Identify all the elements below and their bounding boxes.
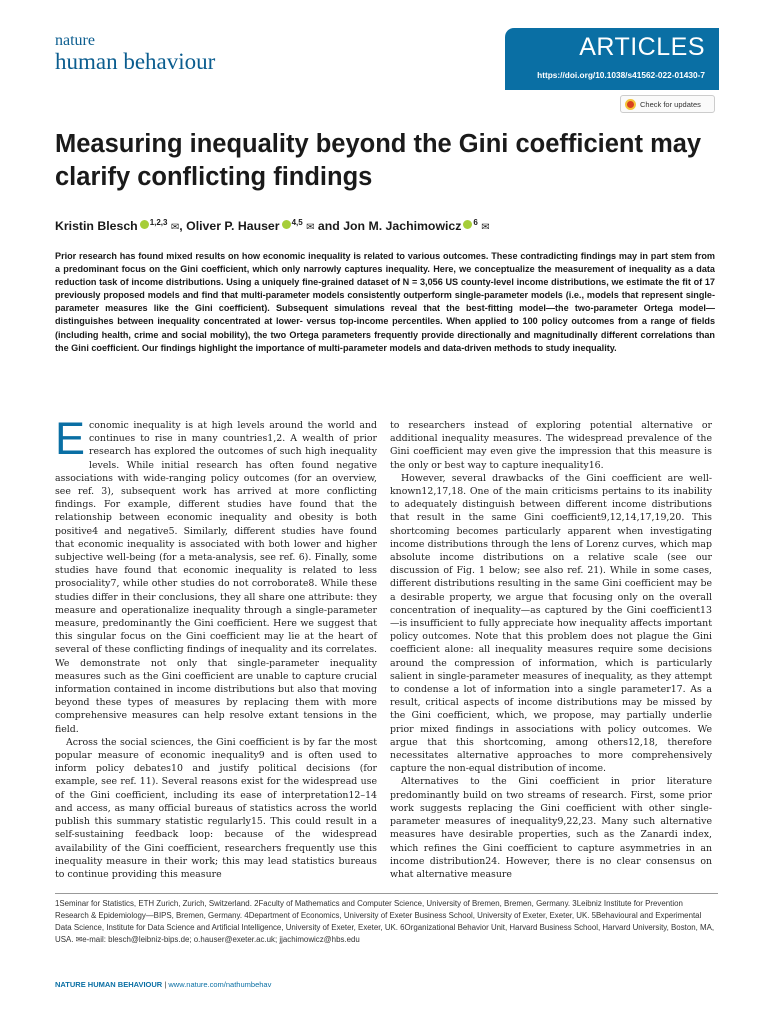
envelope-icon[interactable]: ✉ <box>306 222 315 233</box>
author-affiliation: 4,5 <box>291 218 303 227</box>
orcid-icon[interactable] <box>463 220 472 229</box>
journal-logo-line2: human behaviour <box>55 49 216 74</box>
page-footer: NATURE HUMAN BEHAVIOUR | www.nature.com/nathumbehav <box>55 980 272 989</box>
author-affiliation: 6 <box>473 218 478 227</box>
author-name[interactable]: Jon M. Jachimowicz <box>343 219 462 233</box>
check-for-updates-button[interactable] <box>620 95 715 113</box>
article-type-label: ARTICLES <box>579 33 705 61</box>
author-list: Kristin Blesch $^{1,2,3}$ ✉, Oliver P. Hauser $^{4,5}$ ✉ and Jon M. Jachimowicz $^6$ ✉ <box>55 218 490 233</box>
article-title: Measuring inequality beyond the Gini coefficient may clarify conflicting findings <box>55 130 702 191</box>
doi-link[interactable]: https://doi.org/10.1038/s41562-022-01430-7 <box>537 70 705 80</box>
journal-logo <box>55 33 215 74</box>
body-paragraph: Across the social sciences, the Gini coefficient is by far the most popular measure of economic inequality9 and is often used to inform policy debates10 and justify political decisions (for example, see ref. 11). Several reasons exist for the widespread use of the Gini coefficient, including its ease of interpretation12–14 and access, as many official bureaus of statistics across the world publish this summary statistic regularly15. This could result in a self-sustaining feedback loop: because of the widespread availability of the Gini coefficient, researchers frequently use this inequality measure in their work; this may lead statistics bureaus to continue providing this measure <box>55 736 377 880</box>
author-name[interactable]: Oliver P. Hauser <box>186 219 280 233</box>
journal-logo-line1: nature <box>55 32 95 49</box>
body-paragraph: to researchers instead of exploring potential alternative or additional inequality measures. The widespread prevalence of the Gini coefficient may even give the impression that this measure is the only or best way to capture inequality16. <box>390 420 712 471</box>
body-paragraph: However, several drawbacks of the Gini coefficient are well-known12,17,18. One of the main criticisms pertains to its inability to adequately distinguish between different income distributions that result in the same Gini coefficient9,12,14,17,19,20. This shortcoming becomes particularly apparent when investigating income distributions through the lens of Lorenz curves, which map absolute income distributions on a relative scale (see our discussion of Fig. 1 below; see also ref. 21). While in some cases, different distributions resulting in the same Gini coefficient may be a desirable property, we argue that focusing only on the overall concentration of inequality—as captured by the Gini coefficient13—is insufficient to fully appreciate how inequality affects important policy outcomes. Note that this problem does not plague the Gini coefficient alone: all inequality measures require some decisions around the compression of information, which is particularly salient in single-parameter measures of inequality, as they attempt to condense a lot of information into a single parameter17. As a result, critical aspects of income distributions may be missed by the Gini coefficient, which, we propose, may partially underlie prior mixed findings in associations with policy outcomes. We argue that this shortcoming, among others12,18, therefore necessitates alternative approaches to more comprehensively capture the non-equal distribution of income. <box>390 472 712 775</box>
footer-journal: NATURE HUMAN BEHAVIOUR <box>55 980 163 989</box>
footer-url[interactable]: www.nature.com/nathumbehav <box>168 980 272 989</box>
check-for-updates-label: Check for updates <box>640 99 701 109</box>
orcid-icon[interactable] <box>140 220 149 229</box>
footnote-divider <box>55 893 718 894</box>
envelope-icon[interactable]: ✉ <box>170 222 180 233</box>
abstract: Prior research has found mixed results on how economic inequality is related to various outcomes. These contradicting findings may in part stem from a predominant focus on the Gini coefficient, which only narrowly captures inequality. Here, we conceptualize the measurement of inequality as a data reduction task of income distributions. Using a uniquely fine-grained dataset of N = 3,056 US county-level income distributions, we estimate the fit of 17 previously proposed models and find that multi-parameter models consistently outperform single-parameter models (i.e., models that represent single-parameter measures like the Gini coefficient). Subsequent simulations reveal that the best-fitting model—the two-parameter Ortega model—distinguishes between inequality concentrated at lower- versus top-income percentiles. When applied to 100 policy outcomes from a range of fields (including health, crime and social mobility), the two Ortega parameters frequently provide directionally and magnitudinally different correlations than the Gini coefficient. Our findings highlight the importance of multi-parameter models and data-driven methods to study inequality. <box>55 251 715 353</box>
body-column-left <box>55 413 377 881</box>
envelope-icon[interactable]: ✉ <box>481 222 490 233</box>
crossmark-icon <box>625 99 636 110</box>
body-column-right <box>390 419 712 881</box>
body-paragraph: Economic inequality is at high levels around the world and continues to rise in many countries1,2. A wealth of prior research has explored the outcomes of such high inequality levels. While initial research has often found negative associations with wide-ranging policy outcomes (for an overview, see ref. 3), subsequent work has arrived at more conflicting findings. For example, different studies have found that the relationship between economic inequality and obesity is both positive4 and negative5. Similarly, different studies have found that economic inequality is associated with both lower and higher subjective well-being (for a meta-analysis, see ref. 6). Finally, some studies have found that economic inequality is related to less prosociality7, while other studies do not corroborate8. While these studies differ in their conclusions, they all share one attribute: they measure and operationalize inequality through a single-parameter measure, predominantly the Gini coefficient. Here we suggest that this singular focus on the Gini coefficient may lie at the heart of several of these conflicting findings of inequality and its correlates. We demonstrate not only that single-parameter inequality measures such as the Gini coefficient are unable to capture crucial information contained in income distributions but also that moving beyond these types of measures by replacing them with more comprehensive measures can help resolve extant tensions in the field. <box>55 413 377 735</box>
author-name[interactable]: Kristin Blesch <box>55 219 138 233</box>
drop-cap: E <box>55 413 86 464</box>
author-affiliation: 1,2,3 <box>149 218 168 227</box>
affiliation-footnotes: 1Seminar for Statistics, ETH Zurich, Zurich, Switzerland. 2Faculty of Mathematics and Computer Science, University of Bremen, Bremen, Germany. 3Leibniz Institute for Prevention Research & Epidemiology—BIPS, Bremen, Germany. 4Department of Economics, University of Exeter Business School, University of Exeter, Exeter, UK. 5Behavioural and Experimental Data Science, Institute for Data Science and Artificial Intelligence, University of Exeter, Exeter, UK. 6Organizational Behavior Unit, Harvard Business School, Harvard University, Boston, MA, USA. ✉e-mail: blesch@leibniz-bips.de; o.hauser@exeter.ac.uk; jjachimowicz@hbs.edu <box>55 899 715 944</box>
body-paragraph: Alternatives to the Gini coefficient in prior literature predominantly build on two streams of research. First, some prior work suggests replacing the Gini coefficient with other single-parameter measures of inequality9,22,23. Many such alternative measures have desirable properties, such as the Zanardi index, which refines the Gini coefficient to capture asymmetries in an income distribution24. However, there is no clear consensus on what alternative measure <box>390 776 712 880</box>
orcid-icon[interactable] <box>282 220 291 229</box>
articles-banner <box>505 28 719 90</box>
